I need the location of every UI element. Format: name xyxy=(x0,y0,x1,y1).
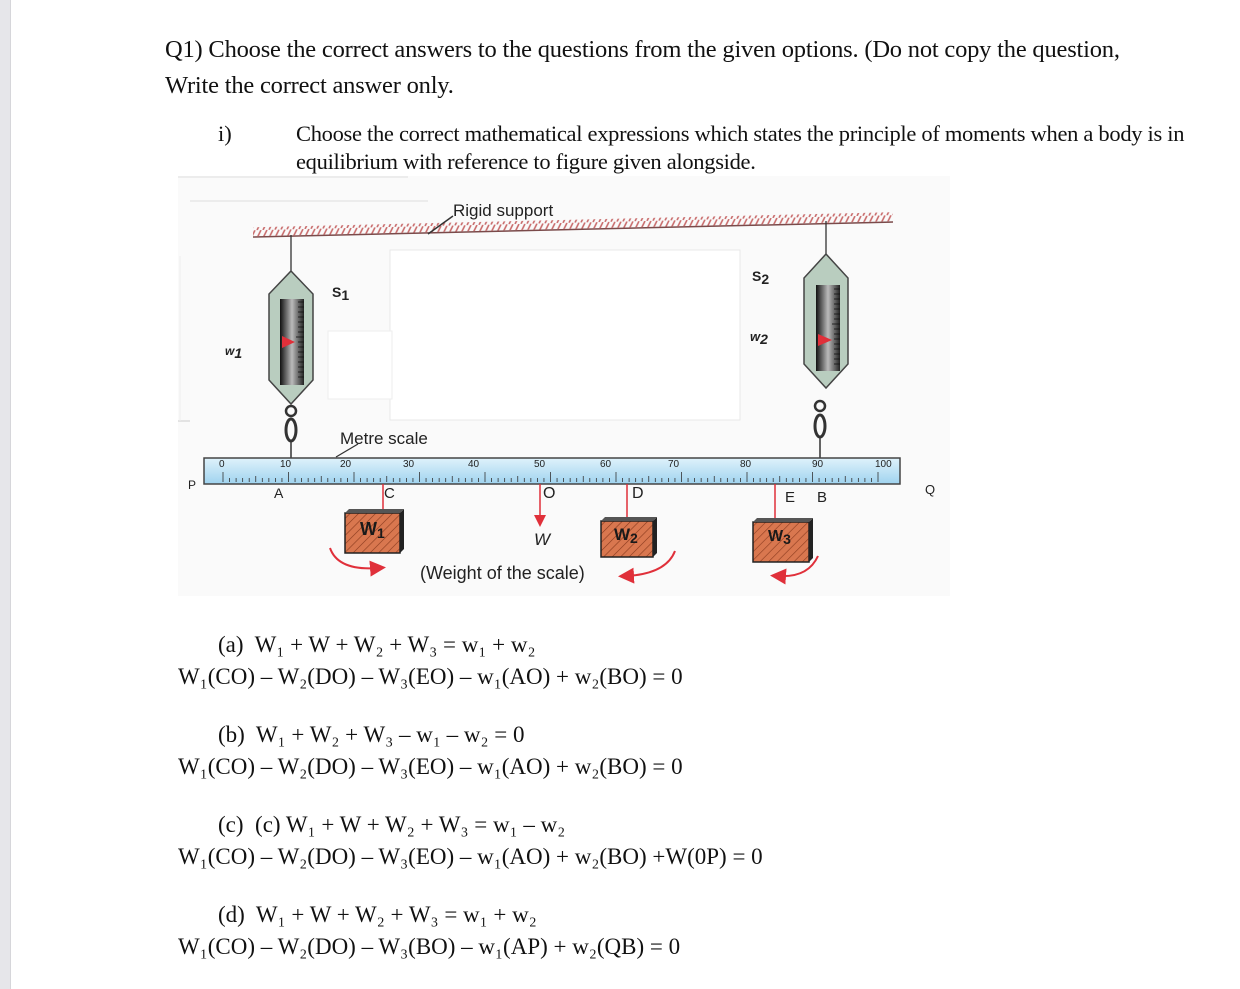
option-d-label: (d) xyxy=(218,902,245,927)
point-e: E xyxy=(785,489,796,506)
scale-tick-70: 70 xyxy=(668,459,680,470)
moments-diagram xyxy=(178,176,950,596)
option-d-line1 xyxy=(178,899,898,931)
reading-w1-label xyxy=(225,344,243,361)
block-w3-letter: W xyxy=(768,528,784,545)
metre-scale-label: Metre scale xyxy=(340,429,428,448)
scale-tick-0: 0 xyxy=(219,459,225,470)
window-left-edge xyxy=(0,0,11,989)
option-b-eq2: W₁(CO) – W₂(DO) – W₃(EO) – w₁(AO) + w₂(BO) = 0 xyxy=(178,754,683,779)
block-w1-sub: 1 xyxy=(377,525,385,541)
block-w1-label xyxy=(360,519,385,540)
scale-tick-60: 60 xyxy=(600,459,612,470)
option-b-line1 xyxy=(178,719,898,751)
rigid-support-label: Rigid support xyxy=(453,201,554,220)
option-a-line1 xyxy=(178,629,898,661)
spring-2-letter: S xyxy=(752,268,762,284)
reading-w1-sub: 1 xyxy=(234,345,243,361)
point-a: A xyxy=(274,485,284,501)
point-o: O xyxy=(543,485,556,502)
sub-question-text: Choose the correct mathematical expressions which states the principle of moments when a body is in equilibrium with reference to figure given alongside. xyxy=(296,121,1185,174)
block-w3-sub: 3 xyxy=(783,531,791,547)
scale-tick-80: 80 xyxy=(740,459,752,470)
scale-tick-30: 30 xyxy=(403,459,415,470)
option-c-eq2: W₁(CO) – W₂(DO) – W₃(EO) – w₁(AO) + w₂(BO) +W(0P) = 0 xyxy=(178,844,763,869)
point-p: P xyxy=(188,478,197,492)
spring-1-letter: S xyxy=(332,284,342,300)
point-q: Q xyxy=(925,482,936,497)
scale-weight-caption: (Weight of the scale) xyxy=(420,563,585,583)
scale-tick-100: 100 xyxy=(875,459,892,470)
scale-tick-90: 90 xyxy=(812,459,824,470)
option-c-line1 xyxy=(178,809,938,841)
scale-tick-10: 10 xyxy=(280,459,292,470)
point-b: B xyxy=(817,489,828,506)
scale-tick-40: 40 xyxy=(468,459,480,470)
option-a xyxy=(178,629,898,693)
block-w2-letter: W xyxy=(614,525,631,544)
option-b-eq1: W₁ + W₂ + W₃ – w₁ – w₂ = 0 xyxy=(255,722,525,747)
spring-1-sub: 1 xyxy=(341,287,350,303)
metre-scale xyxy=(204,458,900,484)
option-b-label: (b) xyxy=(218,722,245,747)
option-a-label: (a) xyxy=(218,632,244,657)
point-c: C xyxy=(384,485,395,502)
scale-tick-20: 20 xyxy=(340,459,352,470)
reading-w2-sub: 2 xyxy=(760,331,768,347)
option-b xyxy=(178,719,898,783)
block-w2-label xyxy=(614,525,638,545)
option-d-eq1: W₁ + W + W₂ + W₃ = w₁ + w₂ xyxy=(255,902,537,927)
block-w1-letter: W xyxy=(360,519,377,539)
reading-w2-label xyxy=(750,329,768,347)
scale-weight-symbol: W xyxy=(534,530,551,549)
option-d xyxy=(178,899,898,963)
spring-2-label xyxy=(752,268,770,287)
diagram-graphic xyxy=(178,176,950,596)
question-title: Q1) Choose the correct answers to the questions from the given options. (Do not copy the question, Write the correct answer only. xyxy=(165,36,1120,99)
option-c-label: (c) xyxy=(218,812,244,837)
block-w3-label xyxy=(768,528,791,546)
option-c xyxy=(178,809,938,873)
point-d: D xyxy=(632,485,644,502)
reading-w1-letter: w xyxy=(225,344,235,358)
sub-question-number: i) xyxy=(218,121,232,146)
option-d-eq2: W₁(CO) – W₂(DO) – W₃(BO) – w₁(AP) + w₂(QB) = 0 xyxy=(178,934,681,959)
reading-w2-letter: w xyxy=(750,329,761,344)
spring-2-sub: 2 xyxy=(761,271,770,287)
scale-tick-50: 50 xyxy=(534,459,546,470)
option-a-eq2: W₁(CO) – W₂(DO) – W₃(EO) – w₁(AO) + w₂(BO) = 0 xyxy=(178,664,683,689)
spring-1-label xyxy=(332,284,350,303)
option-c-eq1: (c) W₁ + W + W₂ + W₃ = w₁ – w₂ xyxy=(255,812,566,837)
option-a-eq1: W₁ + W + W₂ + W₃ = w₁ + w₂ xyxy=(254,632,536,657)
block-w2-sub: 2 xyxy=(630,530,638,546)
